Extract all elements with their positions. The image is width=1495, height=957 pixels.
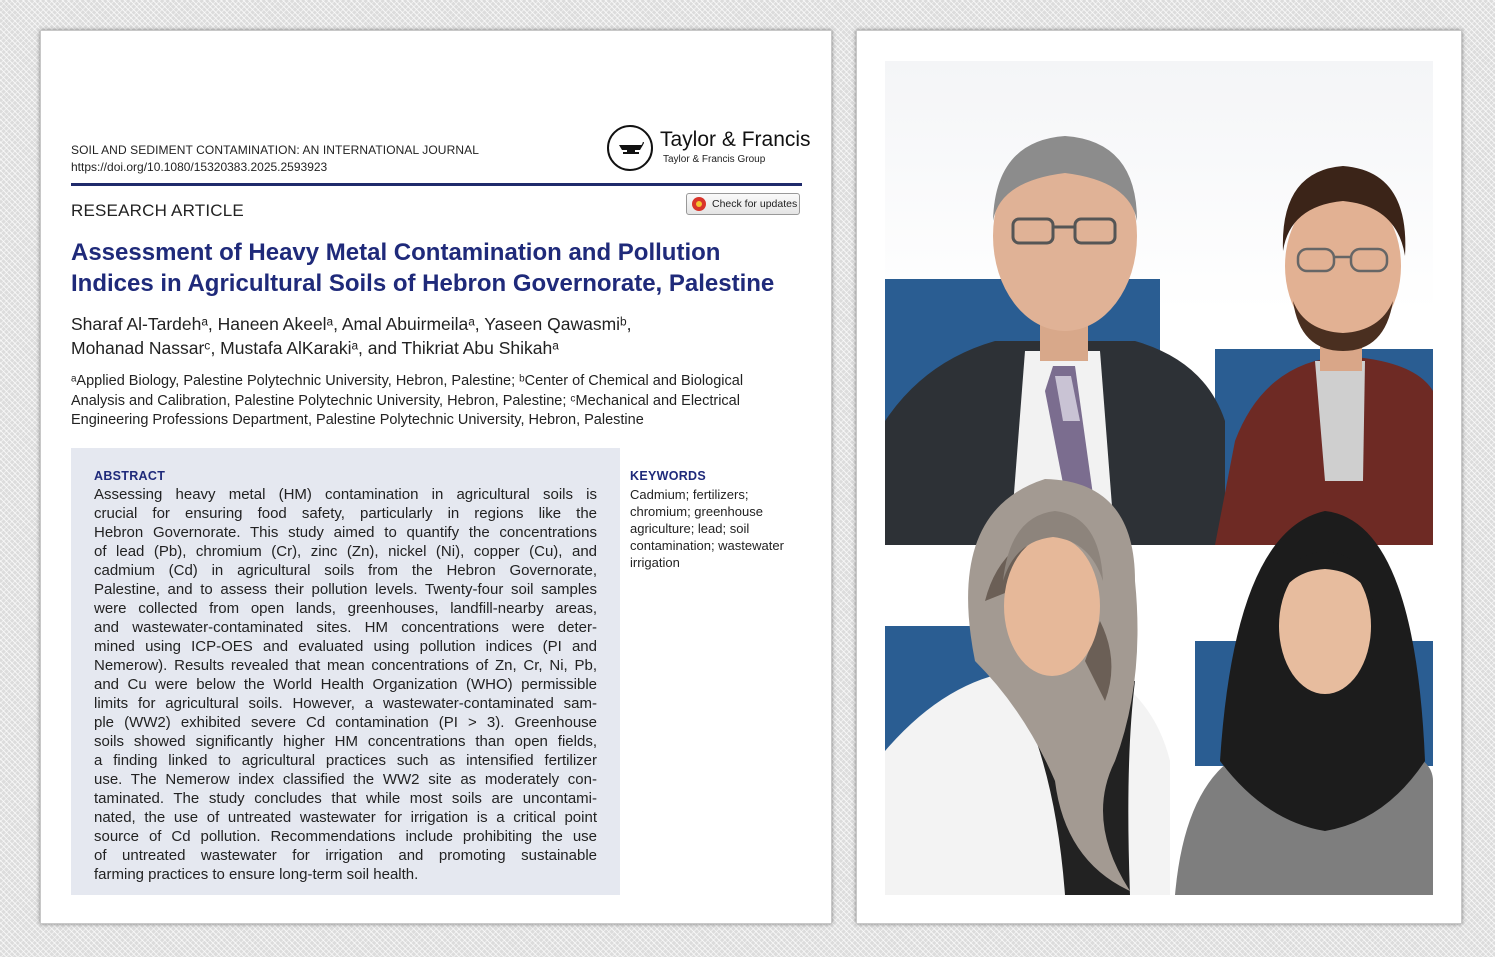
doi-link[interactable]: https://doi.org/10.1080/15320383.2025.2593923 (71, 160, 328, 174)
check-updates-label: Check for updates (712, 198, 798, 210)
abstract-line: Nemerow). Results revealed that mean concentrations of Zn, Cr, Ni, Pb, (94, 657, 597, 674)
keywords-line: chromium; greenhouse (630, 504, 763, 519)
abstract-line: limits for agricultural soils. However, a wastewater-contaminated sam- (94, 695, 597, 712)
lamp-icon (618, 142, 644, 154)
publisher-name: Taylor & Francis (660, 128, 811, 151)
abstract-line: of untreated wastewater for irrigation and promoting sustainable (94, 847, 597, 864)
abstract-panel (71, 448, 620, 895)
abstract-line: Assessing heavy metal (HM) contamination in agricultural soils is (94, 486, 597, 503)
journal-name: SOIL AND SEDIMENT CONTAMINATION: AN INTERNATIONAL JOURNAL (71, 143, 479, 157)
keywords-line: agriculture; lead; soil (630, 521, 750, 536)
article-type: RESEARCH ARTICLE (71, 201, 244, 220)
crossmark-icon (692, 197, 706, 211)
abstract-line: source of Cd pollution. Recommendations include prohibiting the use (94, 828, 597, 845)
abstract-line: were collected from open lands, greenhouses, landfill-nearby areas, (94, 600, 597, 617)
authors-line: Sharaf Al-Tardehᵃ, Haneen Akeelᵃ, Amal Abuirmeilaᵃ, Yaseen Qawasmiᵇ, (71, 314, 632, 334)
keywords-line: contamination; wastewater (630, 538, 784, 553)
affiliation-line: Engineering Professions Department, Palestine Polytechnic University, Hebron, Palestine (71, 412, 644, 428)
publisher-logo (607, 125, 811, 173)
affiliation-line: ᵃApplied Biology, Palestine Polytechnic University, Hebron, Palestine; ᵇCenter of Chemical and Biological (71, 373, 744, 389)
abstract-line: of lead (Pb), chromium (Cr), zinc (Zn), nickel (Ni), copper (Cu), and (94, 543, 597, 560)
title-line: Assessment of Heavy Metal Contamination and Pollution (71, 239, 721, 266)
abstract-heading: ABSTRACT (94, 469, 166, 483)
author-list (71, 312, 811, 360)
abstract-line: nated, the use of untreated wastewater for irrigation is a critical point (94, 809, 597, 826)
abstract-line: and Cu were below the World Health Organization (WHO) permissible (94, 676, 597, 693)
abstract-line: farming practices to ensure long-term soil health. (94, 866, 419, 883)
title-line: Indices in Agricultural Soils of Hebron Governorate, Palestine (71, 270, 775, 297)
abstract-line: Palestine, and to assess their pollution levels. Twenty-four soil samples (94, 581, 597, 598)
abstract-line: and wastewater-contaminated sites. HM concentrations were deter- (94, 619, 597, 636)
publisher-lamp-icon (607, 125, 653, 171)
author-group-photo (885, 61, 1433, 895)
affiliations (71, 372, 811, 431)
check-for-updates-button[interactable] (686, 193, 800, 215)
abstract-line: soils showed significantly higher HM concentrations than open fields, (94, 733, 597, 750)
keywords-heading: KEYWORDS (630, 469, 707, 483)
abstract-line: ple (WW2) exhibited severe Cd contamination (PI > 3). Greenhouse (94, 714, 597, 731)
keywords-list (630, 486, 810, 571)
author-portraits-illustration (885, 61, 1433, 895)
abstract-text (94, 485, 597, 884)
abstract-line: mined using ICP-OES and evaluated using pollution indices (PI and (94, 638, 597, 655)
keywords-line: irrigation (630, 555, 680, 570)
abstract-line: cadmium (Cd) in agricultural soils from the Hebron Governorate, (94, 562, 597, 579)
keywords-line: Cadmium; fertilizers; (630, 487, 749, 502)
article-first-page (40, 30, 832, 924)
author-photo-page (856, 30, 1462, 924)
authors-line: Mohanad Nassarᶜ, Mustafa AlKarakiᵃ, and Thikriat Abu Shikahᵃ (71, 338, 559, 358)
abstract-line: use. The Nemerow index classified the WW2 site as moderately con- (94, 771, 597, 788)
abstract-line: crucial for ensuring food safety, particularly in regions like the (94, 505, 597, 522)
abstract-line: Hebron Governorate. This study aimed to quantify the concentrations (94, 524, 597, 541)
publisher-group: Taylor & Francis Group (663, 154, 766, 165)
abstract-line: taminated. The study concludes that while most soils are uncontami- (94, 790, 597, 807)
abstract-line: a finding linked to agricultural practices such as intensified fertilizer (94, 752, 597, 769)
article-title (71, 237, 811, 299)
affiliation-line: Analysis and Calibration, Palestine Polytechnic University, Hebron, Palestine; ᶜMechanical and Electrical (71, 392, 740, 409)
header-divider (71, 183, 802, 186)
